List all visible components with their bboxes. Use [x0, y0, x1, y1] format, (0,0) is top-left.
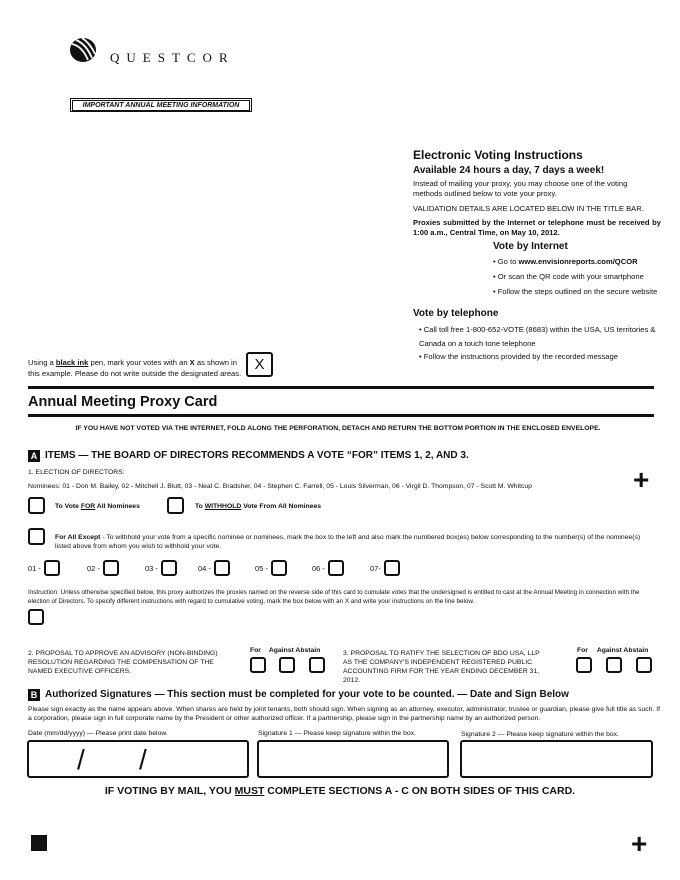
section-a-title: ITEMS — THE BOARD OF DIRECTORS RECOMMENDS A VOTE “FOR” ITEMS 1, 2, AND 3.	[45, 450, 469, 461]
for-all-except-text	[55, 533, 645, 551]
voting-intro: Instead of mailing your proxy, you may choose one of the voting methods outlined below to vote your proxy.	[413, 179, 628, 198]
section-b-badge-letter: B	[30, 690, 38, 700]
nominee-number: 06 -	[312, 563, 325, 573]
voting-subtitle: Available 24 hours a day, 7 days a week!	[413, 165, 605, 176]
voting-deadline: Proxies submitted by the Internet or telephone must be received by 1:00 a.m., Central Time, on May 10, 2012.	[413, 218, 661, 237]
proposal-2-for-checkbox[interactable]	[250, 657, 266, 673]
nominee-number: 05 -	[255, 563, 268, 573]
nominee-box-row	[28, 560, 428, 578]
proposal-2-against-checkbox[interactable]	[279, 657, 295, 673]
vote-by-internet	[493, 241, 673, 297]
except-text: - To withhold your vote from a specific nominee or nominees, mark the box to the left and also mark the numbered box(es) below corresponding to the number(s) of the nominee(s) listed above from whom you wish to withhold your vote.	[55, 534, 641, 550]
nominee-05-checkbox[interactable]	[271, 560, 287, 576]
nominee-number: 01 -	[28, 563, 41, 573]
voting-instructions	[413, 148, 661, 238]
cumulative-voting-checkbox[interactable]	[28, 609, 44, 625]
plus-mark-bottom: +	[631, 828, 648, 859]
header-abstain: Abstain	[295, 647, 321, 654]
nominee-03	[145, 560, 177, 576]
plus-mark: +	[633, 464, 650, 495]
signature-1-label: Signature 1 — Please keep signature within the box.	[258, 730, 416, 737]
withhold-pre: To	[195, 503, 205, 510]
ink-x: X	[189, 358, 195, 367]
header-abstain: Abstain	[623, 647, 649, 654]
card-title: Annual Meeting Proxy Card	[28, 394, 218, 410]
nominee-02	[87, 560, 119, 576]
nominee-07	[370, 560, 400, 576]
header-against: Against	[596, 647, 622, 654]
nominee-number: 07-	[370, 563, 381, 573]
vote-for-all-label	[55, 502, 140, 511]
ink-post: as shown in this example. Please do not write outside the designated areas.	[28, 358, 242, 378]
nominee-number: 03 -	[145, 563, 158, 573]
except-label: For All Except	[55, 534, 101, 541]
validation-note: VALIDATION DETAILS ARE LOCATED BELOW IN THE TITLE BAR.	[413, 204, 644, 213]
nominee-07-checkbox[interactable]	[384, 560, 400, 576]
proposal-3-text: 3. PROPOSAL TO RATIFY THE SELECTION OF BDO USA, LLP AS THE COMPANY'S INDEPENDENT REGISTERED PUBLIC ACCOUNTING FIRM FOR THE YEAR ENDING DECEMBER 31, 2012.	[343, 650, 540, 684]
nominee-number: 04 -	[198, 563, 211, 573]
withhold-all-label	[195, 502, 321, 511]
for-all-u: FOR	[80, 503, 96, 510]
for-all-except-checkbox[interactable]	[28, 528, 45, 545]
questcor-logo-icon	[68, 36, 100, 64]
notice-label-text: IMPORTANT ANNUAL MEETING INFORMATION	[72, 100, 250, 111]
withhold-all-checkbox[interactable]	[167, 497, 184, 514]
internet-item: • Or scan the QR code with your smartphone	[493, 272, 644, 281]
internet-item: • Follow the steps outlined on the secure website	[493, 287, 658, 296]
footer-pre: IF VOTING BY MAIL, YOU	[104, 785, 235, 797]
proposal-2-text: 2. PROPOSAL TO APPROVE AN ADVISORY (NON-BINDING) RESOLUTION REGARDING THE COMPENSATION OF THE NAMED EXECUTIVE OFFICERS.	[28, 650, 218, 675]
cumulative-instruction: Instruction: Unless otherwise specified below, this proxy authorizes the proxies named on the reverse side of this card to cumulate votes that the undersigned is entitled to cast at the Annual Meeting in connection with the election of Directors. To specify different instructions with regard to cumulative voting, mark the box below with an X and write your instructions on the line below.	[28, 589, 640, 605]
telephone-item: • Call toll free 1-800-652-VOTE (8683) within the USA, US territories & Canada on a touch tone telephone	[419, 325, 656, 348]
signature-2-input[interactable]	[460, 740, 653, 778]
date-label: Date (mm/dd/yyyy) — Please print date below.	[28, 730, 168, 737]
proposal-3-for-checkbox[interactable]	[576, 657, 592, 673]
registration-square	[31, 835, 47, 851]
proposal-3-headers	[577, 646, 662, 655]
proposal-3-against-checkbox[interactable]	[606, 657, 622, 673]
proposal-3-abstain-checkbox[interactable]	[636, 657, 652, 673]
vote-for-all-checkbox[interactable]	[28, 497, 45, 514]
section-b-badge	[28, 689, 40, 701]
for-all-post: All Nominees	[95, 503, 140, 510]
notice-label	[70, 98, 252, 112]
detach-notice: IF YOU HAVE NOT VOTED VIA THE INTERNET, FOLD ALONG THE PERFORATION, DETACH AND RETURN THE BOTTOM PORTION IN THE ENCLOSED ENVELOPE.	[75, 425, 601, 432]
date-separator: /	[77, 744, 85, 775]
date-input[interactable]	[27, 740, 249, 778]
ink-instructions	[28, 357, 243, 379]
nominee-04	[198, 560, 230, 576]
brand-name: QUESTCOR	[110, 50, 235, 65]
section-b-text: Please sign exactly as the name appears above. When shares are held by joint tenants, both should sign. When signing as an attorney, executor, administrator, trustee or guardian, please give full title as such. If a corporation, please sign in full corporate name by the President or other authorized officer. If a partnership, please sign in the partnership name by an authorized person.	[28, 706, 660, 722]
ink-emphasis: black ink	[55, 358, 89, 367]
internet-title: Vote by Internet	[493, 241, 568, 252]
withhold-u: WITHHOLD	[204, 503, 242, 510]
header-for: For	[577, 647, 588, 654]
item1-label: 1. ELECTION OF DIRECTORS:	[28, 469, 125, 476]
mail-footer-notice	[0, 785, 680, 797]
nominee-01	[28, 560, 60, 576]
ink-mid: pen, mark your votes with an	[88, 358, 190, 367]
ink-pre: Using a	[28, 358, 56, 367]
internet-url[interactable]: www.envisionreports.com/QCOR	[518, 257, 638, 266]
divider-top	[28, 386, 654, 389]
section-a-badge	[28, 450, 40, 462]
nominee-05	[255, 560, 287, 576]
nominee-04-checkbox[interactable]	[214, 560, 230, 576]
nominee-03-checkbox[interactable]	[161, 560, 177, 576]
nominee-02-checkbox[interactable]	[103, 560, 119, 576]
for-all-pre: To Vote	[55, 503, 81, 510]
example-mark: X	[254, 356, 265, 373]
date-separator: /	[139, 744, 147, 775]
footer-post: COMPLETE SECTIONS A - C ON BOTH SIDES OF THIS CARD.	[264, 785, 576, 797]
vote-by-telephone	[413, 308, 661, 362]
voting-title: Electronic Voting Instructions	[413, 148, 583, 162]
nominees-list: Nominees: 01 - Don M. Bailey, 02 - Mitchell J. Blutt, 03 - Neal C. Bradsher, 04 - Stephen C. Farrell, 05 - Louis Silverman, 06 - Virgil D. Thompson, 07 - Scott M. Whitcup	[28, 483, 532, 490]
proposal-2-abstain-checkbox[interactable]	[309, 657, 325, 673]
header-against: Against	[268, 647, 294, 654]
signature-2-label: Signature 2 — Please keep signature within the box.	[461, 731, 619, 738]
example-mark-box	[246, 352, 273, 377]
nominee-06	[312, 560, 344, 576]
goto-prefix: • Go to	[493, 257, 519, 266]
signature-1-input[interactable]	[257, 740, 449, 778]
header-for: For	[250, 647, 261, 654]
nominee-01-checkbox[interactable]	[44, 560, 60, 576]
section-a-badge-letter: A	[30, 451, 38, 461]
divider-card-title	[28, 414, 654, 417]
withhold-post: Vote From All Nominees	[241, 503, 321, 510]
proposal-2-headers	[250, 646, 330, 655]
nominee-number: 02 -	[87, 563, 100, 573]
footer-must: MUST	[234, 785, 265, 797]
nominee-06-checkbox[interactable]	[328, 560, 344, 576]
telephone-item: • Follow the instructions provided by the recorded message	[419, 352, 618, 361]
telephone-title: Vote by telephone	[413, 308, 499, 319]
internet-goto	[493, 257, 673, 267]
section-b-title: Authorized Signatures — This section must be completed for your vote to be counted. — Date and Sign Below	[45, 689, 569, 700]
